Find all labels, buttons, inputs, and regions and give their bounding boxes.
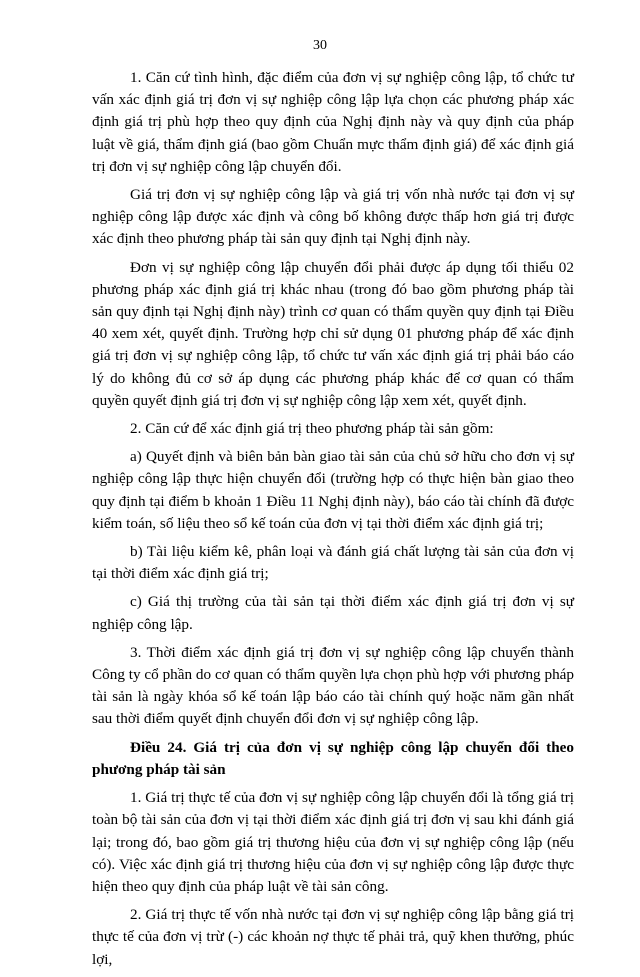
paragraph-8: 3. Thời điểm xác định giá trị đơn vị sự nghiệp công lập chuyển thành Công ty cổ phần do cơ quan có thẩm quyền lựa chọn phù hợp với phương pháp tài sản là ngày khóa sổ kế toán lập báo cáo tài chính quý hoặc năm gần nhất sau thời điểm quyết định chuyển đổi đơn vị sự nghiệp công lập. [92, 643, 574, 728]
paragraph-3: Đơn vị sự nghiệp công lập chuyển đổi phải được áp dụng tối thiểu 02 phương pháp xác định giá trị khác nhau (trong đó bao gồm phương pháp tài sản quy định tại Nghị định này) trình cơ quan có thẩm quyền quy định tại Điều 40 xem xét, quyết định. Trường hợp chỉ sử dụng 01 phương pháp để xác định giá trị đơn vị sự nghiệp công lập, tổ chức tư vấn xác định giá trị phải báo cáo lý do không đủ cơ sở áp dụng các phương pháp khác để cơ quan có thẩm quyền quyết định giá trị đơn vị sự nghiệp công lập xem xét, quyết định. [92, 258, 574, 409]
document-body [92, 67, 574, 977]
paragraph-1: 1. Căn cứ tình hình, đặc điểm của đơn vị sự nghiệp công lập, tổ chức tư vấn xác định giá trị đơn vị sự nghiệp công lập lựa chọn các phương pháp xác định giá trị phù hợp theo quy định của Nghị định này và quy định của pháp luật về giá, thẩm định giá (bao gồm Chuẩn mực thẩm định giá) để xác định giá trị đơn vị sự nghiệp công lập chuyển đổi. [92, 69, 574, 175]
paragraph-4: 2. Căn cứ để xác định giá trị theo phương pháp tài sản gồm: [130, 420, 494, 438]
article-paragraph-2: 2. Giá trị thực tế vốn nhà nước tại đơn vị sự nghiệp công lập bằng giá trị thực tế của đơn vị trừ (-) các khoản nợ thực tế phải trả, quỹ khen thưởng, phúc lợi, [92, 906, 574, 968]
paragraph-7: c) Giá thị trường của tài sản tại thời điểm xác định giá trị đơn vị sự nghiệp công lập. [92, 593, 574, 633]
paragraph-5: a) Quyết định và biên bản bàn giao tài sản của chủ sở hữu cho đơn vị sự nghiệp công lập thực hiện chuyển đổi (trường hợp có thực hiện bàn giao theo quy định tại điểm b khoản 1 Điều 11 Nghị định này), báo cáo tài chính đã được kiểm toán, số liệu theo sổ kế toán của đơn vị tại thời điểm xác định giá trị; [92, 448, 574, 532]
paragraph-2: Giá trị đơn vị sự nghiệp công lập và giá trị vốn nhà nước tại đơn vị sự nghiệp công lập được xác định và công bố không được thấp hơn giá trị được xác định theo phương pháp tài sản quy định tại Nghị định này. [92, 186, 574, 248]
article-paragraph-1: 1. Giá trị thực tế của đơn vị sự nghiệp công lập chuyển đổi là tổng giá trị toàn bộ tài sản của đơn vị tại thời điểm xác định giá trị đơn vị sau khi đánh giá lại; trong đó, bao gồm giá trị thương hiệu của đơn vị sự nghiệp công lập (nếu có). Việc xác định giá trị thương hiệu của đơn vị sự nghiệp công lập được thực hiện theo quy định của pháp luật về tài sản công. [92, 789, 574, 895]
paragraph-6: b) Tài liệu kiểm kê, phân loại và đánh giá chất lượng tài sản của đơn vị tại thời điểm xác định giá trị; [92, 543, 574, 583]
page-number: 30 [313, 38, 327, 53]
article-heading: Điều 24. Giá trị của đơn vị sự nghiệp công lập chuyển đổi theo phương pháp tài sản [92, 738, 574, 778]
